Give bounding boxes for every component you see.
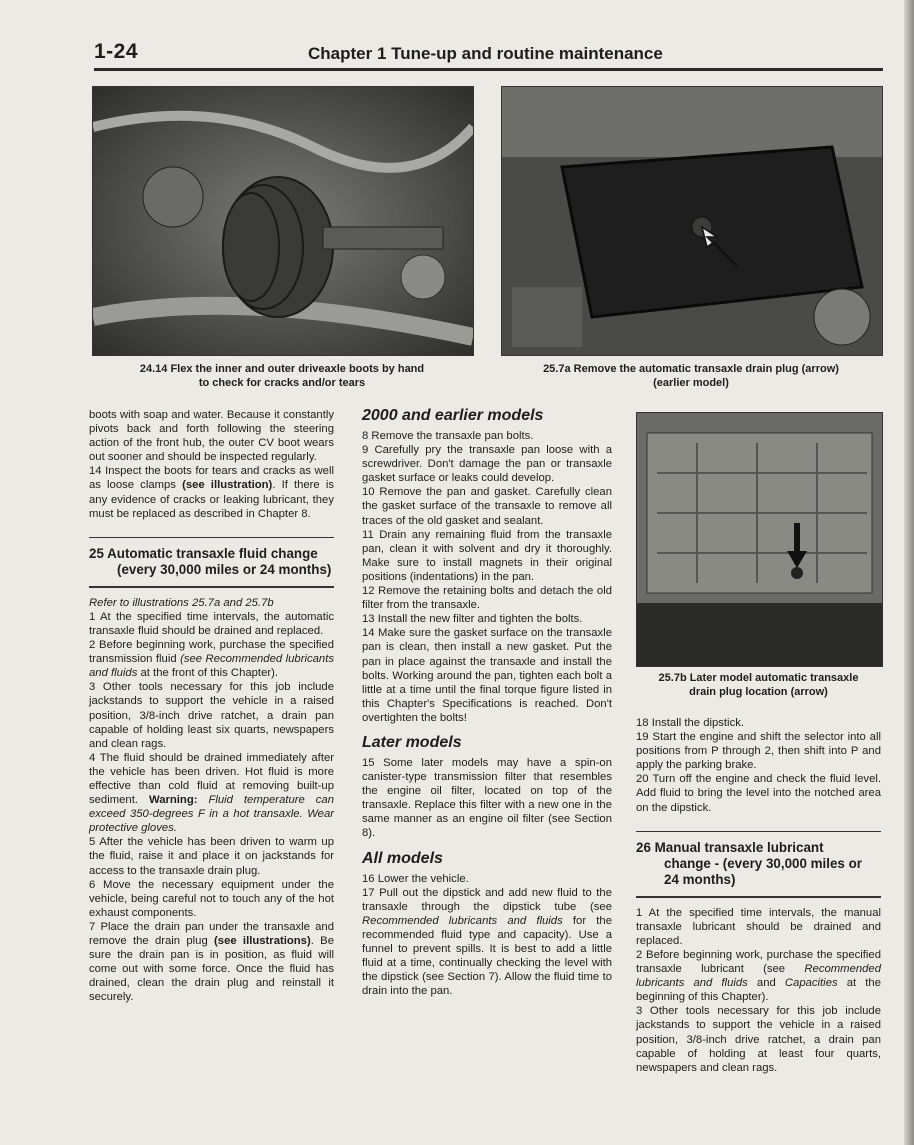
paragraph-step-7: 7 Place the drain pan under the transaxle and remove the drain plug (see illustrations). Be sure the drain pan is in position, as fluid will come out with some force. Once the fluid has drained, clean the drain plug and reinstall it securely. bbox=[89, 920, 334, 1004]
page-number: 1-24 bbox=[94, 40, 139, 63]
text-column-2 bbox=[362, 406, 612, 998]
paragraph-intro: boots with soap and water. Because it constantly pivots back and forth following the steering action of the front hub, the outer CV boot wears out sooner and should be inspected regularly. bbox=[89, 409, 334, 464]
figure-caption-25-7a: 25.7a Remove the automatic transaxle drain plug (arrow) (earlier model) bbox=[543, 363, 839, 389]
paragraph-step-19: 19 Start the engine and shift the selector into all positions from P through 2, then shift into P and apply the parking brake. bbox=[636, 731, 881, 772]
chapter-title: Chapter 1 Tune-up and routine maintenance bbox=[308, 44, 663, 63]
text-column-3 bbox=[636, 716, 881, 1075]
paragraph-step-2: 2 Before beginning work, purchase the specified transaxle lubricant (see Recommended lubricants and fluids and Capacities at the beginning of this Chapter). bbox=[636, 948, 881, 1004]
paragraph-step-8: 8 Remove the transaxle pan bolts. bbox=[362, 430, 534, 442]
paragraph-step-15: 15 Some later models may have a spin-on canister-type transmission filter that resembles the engine oil filter, located on top of the transaxle. Replace this filter with a new one in the same manner as an engine oil filter (see Section 8). bbox=[362, 756, 612, 840]
figure-caption-24-14: 24.14 Flex the inner and outer driveaxle boots by hand to check for cracks and/or tears bbox=[139, 363, 425, 389]
paragraph-step-14: 14 Inspect the boots for tears and cracks as well as loose clamps (see illustration). If there is any evidence of cracks or leaking lubricant, they must be replaced as described in Chapter 8. bbox=[89, 465, 334, 520]
paragraph-step-4: 4 The fluid should be drained immediately after the vehicle has been driven. Hot fluid is more effective than cold fluid at removing built-up sediment. Warning: Fluid temperature can exceed 350-degrees F in a hot transaxle. Wear protective gloves. bbox=[89, 751, 334, 835]
paragraph-step-2: 2 Before beginning work, purchase the specified transmission fluid (see Recommended lubricants and fluids at the front of this Chapter). bbox=[89, 639, 334, 680]
paragraph-step-5: 5 After the vehicle has been driven to warm up the fluid, raise it and place it on jackstands for access to the transaxle drain plug. bbox=[89, 836, 334, 877]
paragraph-step-12: 12 Remove the retaining bolts and detach the old filter from the transaxle. bbox=[362, 585, 612, 612]
photo-drain-plug-later bbox=[636, 412, 883, 667]
text-column-1 bbox=[89, 408, 334, 1004]
subheading-all-models: All models bbox=[362, 849, 443, 867]
figure-caption-25-7b: 25.7b Later model automatic transaxle drain plug location (arrow) bbox=[658, 672, 859, 698]
paragraph-step-13: 13 Install the new filter and tighten the bolts. bbox=[362, 613, 583, 626]
subheading-2000-earlier: 2000 and earlier models bbox=[362, 407, 544, 424]
header-rule bbox=[94, 68, 883, 71]
paragraph-step-11: 11 Drain any remaining fluid from the transaxle pan, clean it with solvent and dry it thoroughly. Make sure to install magnets in their original positions (indentations) in the pan. bbox=[362, 528, 612, 583]
photo-drain-plug-earlier bbox=[501, 86, 883, 356]
paragraph-step-14: 14 Make sure the gasket surface on the transaxle pan is clean, then install a new gasket. Put the pan in place against the transaxle and install the bolts. Working around the pan, tighten each bolt a little at a time until the final torque figure listed in this Chapter's Specifications is reached. Don't overtighten the bolts! bbox=[362, 627, 612, 724]
photo-driveaxle-boot bbox=[92, 86, 474, 356]
paragraph-step-1: 1 At the specified time intervals, the automatic transaxle fluid should be drained and replaced. bbox=[89, 610, 334, 637]
paragraph-step-1: 1 At the specified time intervals, the manual transaxle lubricant should be drained and replaced. bbox=[636, 906, 881, 947]
paragraph-step-6: 6 Move the necessary equipment under the vehicle, being careful not to touch any of the hot exhaust components. bbox=[89, 878, 334, 919]
paragraph-step-10: 10 Remove the pan and gasket. Carefully clean the gasket surface of the transaxle to remove all traces of the old gasket and sealant. bbox=[362, 486, 612, 527]
subheading-later-models: Later models bbox=[362, 733, 462, 751]
paragraph-step-17: 17 Pull out the dipstick and add new fluid to the transaxle through the dipstick tube (see Recommended lubricants and fluids for the recommended fluid type and capacity). Use a funnel to prevent spills. It is best to add a little fluid at a time, continually checking the level with the dipstick (see Section 7). Allow the fluid time to drain into the pan. bbox=[362, 886, 612, 998]
section-heading-26: 26 Manual transaxle lubricant change - (every 30,000 miles or 24 months) bbox=[636, 840, 862, 888]
section-heading-25: 25 Automatic transaxle fluid change (every 30,000 miles or 24 months) bbox=[89, 546, 332, 578]
paragraph-step-18: 18 Install the dipstick. bbox=[636, 717, 745, 729]
paragraph-step-16: 16 Lower the vehicle. bbox=[362, 872, 469, 885]
paragraph-step-3: 3 Other tools necessary for this job include jackstands to support the vehicle in a raised position, 3/8-inch drive ratchet, a drain pan capable of holding least six quarts, newspapers and clean rags. bbox=[89, 681, 334, 750]
paragraph-step-3: 3 Other tools necessary for this job include jackstands to support the vehicle in a raised position, 3/8-inch drive ratchet, a drain pan capable of holding at least four quarts, newspapers and clean rags. bbox=[636, 1005, 881, 1074]
page-edge-shadow bbox=[904, 0, 914, 1145]
paragraph-step-20: 20 Turn off the engine and check the fluid level. Add fluid to bring the level into the notched area on the dipstick. bbox=[636, 773, 881, 814]
paragraph-step-9: 9 Carefully pry the transaxle pan loose with a screwdriver. Don't damage the pan or transaxle gasket surface or leaks could develop. bbox=[362, 444, 612, 485]
illustration-reference: Refer to illustrations 25.7a and 25.7b bbox=[89, 596, 274, 609]
